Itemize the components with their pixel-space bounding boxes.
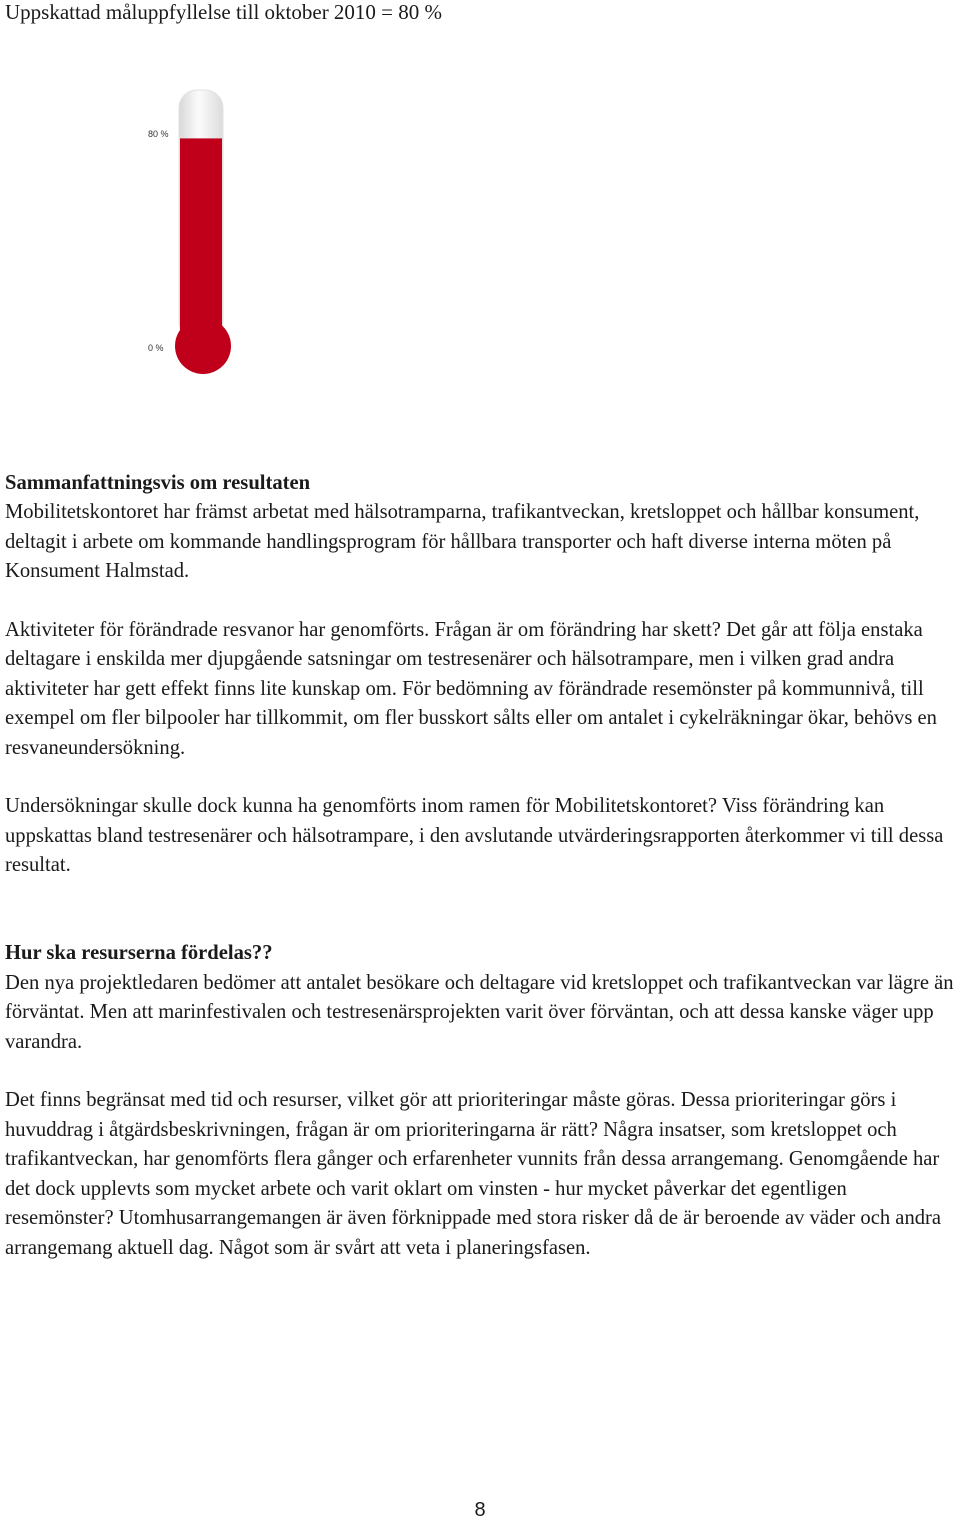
paragraph: Mobilitetskontoret har främst arbetat med hälsotramparna, trafikantveckan, kretsloppet och hållbar konsument, deltagit i arbete om kommande handlingsprogram för hållbara transporter och haft diverse interna möten på Konsument Halmstad.: [5, 501, 920, 583]
document-body: [5, 469, 960, 1263]
paragraph: Aktiviteter för förändrade resvanor har genomförts. Frågan är om förändring har skett? Det går att följa enstaka deltagare i enskilda mer djupgående satsningar om testresenärer och hälsotrampare, men i vilken grad andra aktiviteter har gett effekt finns lite kunskap om. För bedömning av förändrade resemönster på kommunnivå, till exempel om fler bilpooler har tillkommit, om fler busskort sålts eller om antalet i cykelräkningar ökar, behövs en resvaneundersökning.: [5, 619, 937, 759]
goal-thermometer: [141, 82, 241, 377]
section-heading-resources: Hur ska resurserna fördelas??: [5, 942, 273, 965]
paragraph: Den nya projektledaren bedömer att antalet besökare och deltagare vid kretsloppet och trafikantveckan var lägre än förväntat. Men att marinfestivalen och testresenärsprojekten varit över förväntan, och att dessa kanske väger upp varandra.: [5, 971, 954, 1053]
thermometer-fill: [180, 138, 222, 332]
page-number: 8: [474, 1499, 486, 1521]
gauge-label-0: 0 %: [148, 343, 164, 353]
page-title: Uppskattad måluppfyllelse till oktober 2010 = 80 %: [5, 0, 443, 24]
paragraph: Undersökningar skulle dock kunna ha genomförts inom ramen för Mobilitetskontoret? Viss förändring kan uppskattas bland testresenärer och hälsotrampare, i den avslutande utvärderingsrapporten återkommer vi till dessa resultat.: [5, 795, 944, 877]
section-heading-summary: Sammanfattningsvis om resultaten: [5, 472, 311, 494]
gauge-label-80: 80 %: [148, 129, 169, 139]
paragraph: Det finns begränsat med tid och resurser, vilket gör att prioriteringar måste göras. Dessa prioriteringar görs i huvuddrag i åtgärdsbeskrivningen, frågan är om prioriteringarna är rätt? Några insatser, som kretsloppet och trafikantveckan, har genomförts flera gånger och erfarenheter vunnits från dessa arrangemang. Genomgående har det dock upplevts som mycket arbete och varit oklart om vinsten - hur mycket påverkar det egentligen resemönster? Utomhusarrangemangen är även förknippade med stora risker då de är beroende av väder och andra arrangemang aktuell dag. Något som är svårt att veta i planeringsfasen.: [5, 1089, 942, 1259]
thermometer-bulb: [175, 318, 231, 374]
